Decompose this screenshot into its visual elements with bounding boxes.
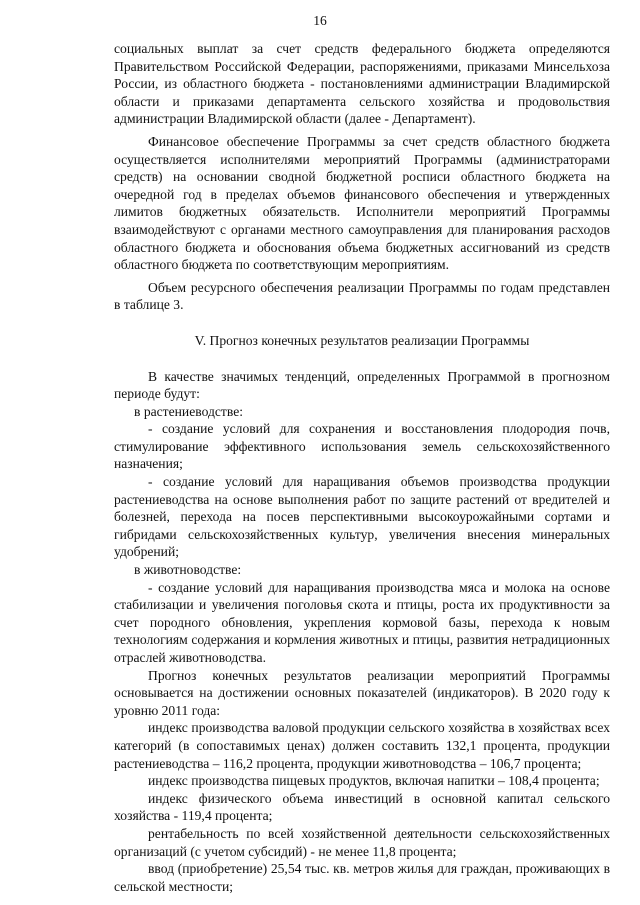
indicators-intro: Прогноз конечных результатов реализации мероприятий Программы основывается на достижении основных показателей (индикаторов). В 2020 году к уровню 2011 года: [114, 667, 610, 718]
forecast-intro: В качестве значимых тенденций, определенных Программой в прогнозном периоде будут: [114, 368, 610, 402]
page-number: 16 [313, 13, 327, 28]
section-heading: V. Прогноз конечных результатов реализации Программы [194, 332, 530, 348]
livestock-item: - создание условий для наращивания производства мяса и молока на основе стабилизации и увеличения поголовья скота и птицы, роста их продуктивности за счет породного обновления, укрепления кормовой базы, перехода к новым технологиям содержания и кормления животных и птицы, развития нетрадиционных отраслей животноводства. [114, 579, 610, 665]
livestock-label: в животноводстве: [134, 562, 242, 578]
indicator-item: индекс производства валовой продукции сельского хозяйства в хозяйствах всех категорий (в сопоставимых ценах) должен составить 132,1 процента, продукции растениеводства – 116,2 процента, продукции животноводства – 106,7 процента; [114, 720, 610, 771]
indicator-item: ввод (приобретение) 25,54 тыс. кв. метров жилья для граждан, проживающих в сельской местности; [114, 861, 610, 894]
page-body [114, 40, 610, 895]
indicator-item: индекс физического объема инвестиций в основной капитал сельского хозяйства - 119,4 процента; [114, 790, 610, 824]
indicator-item: рентабельность по всей хозяйственной деятельности сельскохозяйственных организаций (с учетом субсидий) - не менее 11,8 процента; [114, 825, 610, 859]
paragraph-funding: Финансовое обеспечение Программы за счет средств областного бюджета осуществляется исполнителями мероприятий Программы (администраторами средств) на основании сводной бюджетной росписи областного бюджета на очередной год в пределах объемов финансового обеспечения и утвержденных лимитов бюджетных обязательств. Исполнители мероприятий Программы взаимодействуют с органами местного самоуправления для планирования расходов областного бюджета и обоснования объема бюджетных ассигнований из средств областного бюджета по соответствующим мероприятиям. [114, 133, 610, 273]
crop-item: - создание условий для сохранения и восстановления плодородия почв, стимулирование эффективного использования земель сельскохозяйственного назначения; [114, 421, 610, 472]
crop-production-label: в растениеводстве: [134, 403, 244, 419]
crop-item: - создание условий для наращивания объемов производства продукции растениеводства на основе выполнения работ по защите растений от вредителей и болезней, перехода на посев перспективными высокоурожайными сортами и гибридами сельскохозяйственных культур, увеличения внесения минеральных удобрений; [114, 474, 610, 560]
indicator-item: индекс производства пищевых продуктов, включая напитки – 108,4 процента; [148, 773, 600, 789]
paragraph-continuation: социальных выплат за счет средств федерального бюджета определяются Правительством Российской Федерации, распоряжениями, приказами Минсельхоза России, из областного бюджета - постановлениями администрации Владимирской области и приказами департамента сельского хозяйства и продовольствия администрации Владимирской области (далее - Департамент). [114, 41, 610, 127]
paragraph-resource-volume: Объем ресурсного обеспечения реализации Программы по годам представлен в таблице 3. [114, 279, 610, 313]
